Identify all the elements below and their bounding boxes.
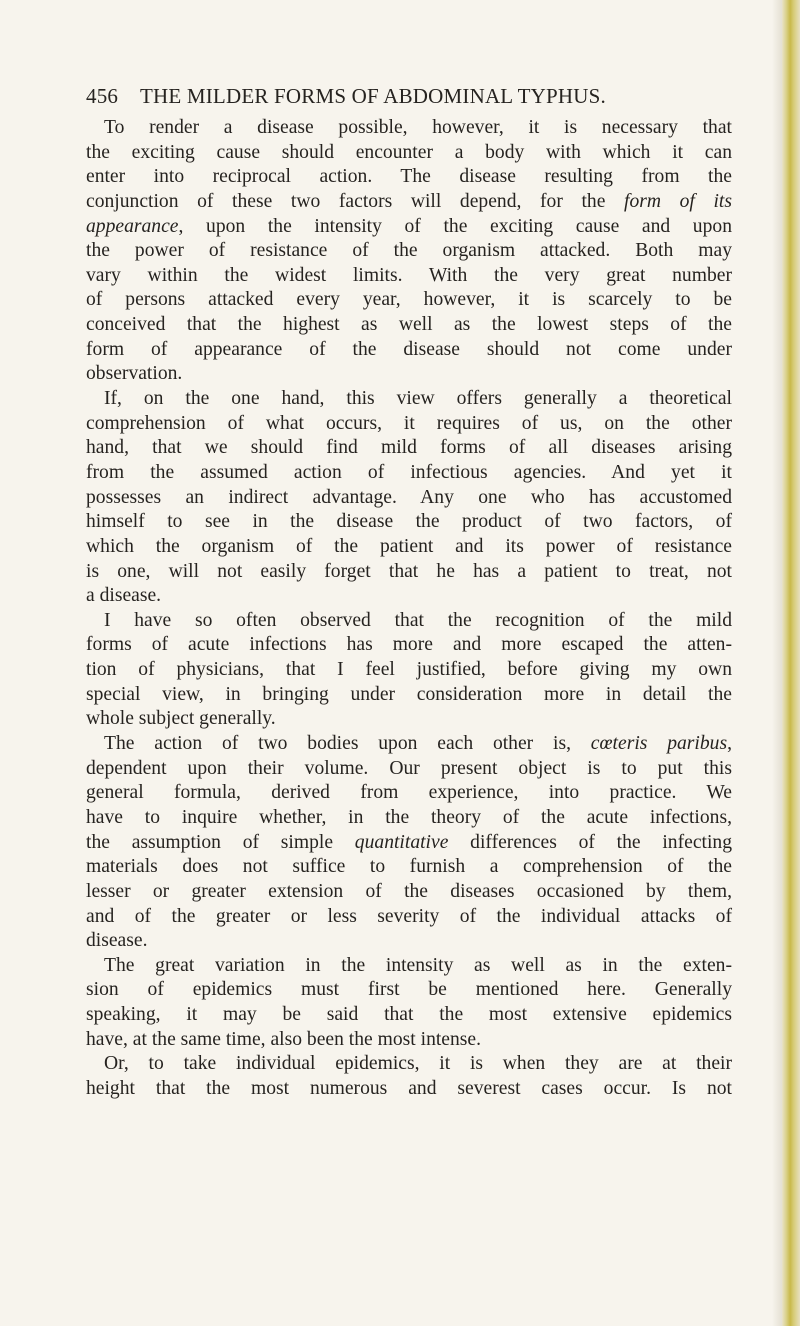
binding-edge (782, 0, 800, 1326)
binding-shadow (772, 0, 782, 1326)
text-line (86, 535, 732, 560)
text-line (86, 486, 732, 511)
text-span: If, on the one hand, this view offers generally a theoretical (104, 388, 732, 410)
text-line (86, 560, 732, 585)
text-span: and of the greater or less severity of the individual attacks of (86, 905, 732, 927)
text-line (86, 880, 732, 905)
text-span: dependent upon their volume. Our present object is to put this (86, 757, 732, 779)
text-line (86, 239, 732, 264)
text-span: sion of epidemics must first be mentioned here. Generally (86, 979, 732, 1001)
text-line (86, 683, 732, 708)
text-span: conjunction of these two factors will depend, for the (86, 190, 624, 212)
text-span: Or, to take individual epidemics, it is when they are at their (104, 1053, 732, 1075)
text-line (86, 584, 732, 609)
text-span: enter into reciprocal action. The disease resulting from the (86, 166, 732, 188)
text-span: a disease. (86, 585, 162, 607)
text-line (86, 461, 732, 486)
text-span: , (727, 733, 732, 755)
text-line (86, 436, 732, 461)
text-span: hand, that we should find mild forms of all diseases arising (86, 437, 732, 459)
text-span: forms of acute infections has more and more escaped the atten- (86, 634, 732, 656)
page-number: 456 (86, 84, 119, 108)
text-line (86, 658, 732, 683)
text-span: the power of resistance of the organism attacked. Both may (86, 240, 732, 262)
text-span: observation. (86, 363, 183, 385)
running-head (86, 84, 726, 114)
text-line (86, 313, 732, 338)
text-span: have to inquire whether, in the theory of the acute infections, (86, 806, 732, 828)
text-span: conceived that the highest as well as the lowest steps of the (86, 314, 732, 336)
text-span: special view, in bringing under consideration more in detail the (86, 683, 732, 705)
text-line (86, 510, 732, 535)
body-text (86, 116, 732, 1102)
text-line (86, 707, 732, 732)
text-span: whole subject generally. (86, 708, 276, 730)
text-span: height that the most numerous and severest cases occur. Is not (86, 1077, 732, 1099)
text-span: which the organism of the patient and its power of resistance (86, 535, 732, 557)
text-span: of persons attacked every year, however, it is scarcely to be (86, 289, 732, 311)
text-span: disease. (86, 930, 148, 952)
text-span: The great variation in the intensity as well as in the exten- (104, 954, 732, 976)
text-line (86, 978, 732, 1003)
text-line (86, 757, 732, 782)
text-span: comprehension of what occurs, it requires of us, on the other (86, 412, 732, 434)
text-span: differences of the infecting (448, 831, 732, 853)
text-span: vary within the widest limits. With the very great number (86, 264, 732, 286)
italic-text: appearance (86, 215, 179, 237)
text-line (86, 116, 732, 141)
text-line (86, 387, 732, 412)
italic-text: quantitative (354, 831, 449, 853)
text-span: possesses an indirect advantage. Any one who has accustomed (86, 486, 732, 508)
text-line (86, 141, 732, 166)
text-span: the exciting cause should encounter a body with which it can (86, 141, 732, 163)
italic-text: form of its (624, 190, 732, 212)
text-span: To render a disease possible, however, it is necessary that (104, 117, 732, 138)
text-line (86, 338, 732, 363)
text-span: form of appearance of the disease should not come under (86, 338, 732, 360)
text-line (86, 806, 732, 831)
text-line (86, 609, 732, 634)
text-span: speaking, it may be said that the most extensive epidemics (86, 1004, 732, 1026)
text-span: have, at the same time, also been the most intense. (86, 1028, 482, 1050)
text-line (86, 732, 732, 757)
text-span: tion of physicians, that I feel justified, before giving my own (86, 659, 732, 681)
text-line (86, 929, 732, 954)
text-span: The action of two bodies upon each other is, (104, 733, 591, 755)
text-span: materials does not suffice to furnish a comprehension of the (86, 856, 732, 878)
text-span: , upon the intensity of the exciting cause and upon (178, 215, 732, 237)
text-line (86, 412, 732, 437)
text-line (86, 781, 732, 806)
running-title: THE MILDER FORMS OF ABDOMINAL TYPHUS. (140, 84, 606, 108)
text-line (86, 905, 732, 930)
text-line (86, 288, 732, 313)
text-span: the assumption of simple (86, 831, 355, 853)
text-span: I have so often observed that the recognition of the mild (104, 609, 732, 631)
text-line (86, 165, 732, 190)
text-span: is one, will not easily forget that he has a patient to treat, not (86, 560, 732, 582)
text-line (86, 831, 732, 856)
text-span: lesser or greater extension of the diseases occasioned by them, (86, 880, 732, 902)
text-line (86, 1028, 732, 1053)
italic-text: cœteris paribus (590, 733, 728, 755)
text-line (86, 190, 732, 215)
text-line (86, 633, 732, 658)
text-line (86, 1052, 732, 1077)
text-span: general formula, derived from experience, into practice. We (86, 782, 732, 804)
text-line (86, 1077, 732, 1102)
text-line (86, 954, 732, 979)
text-line (86, 1003, 732, 1028)
text-line (86, 362, 732, 387)
text-line (86, 855, 732, 880)
text-line (86, 215, 732, 240)
text-line (86, 264, 732, 289)
text-span: from the assumed action of infectious agencies. And yet it (86, 461, 732, 483)
text-span: himself to see in the disease the product of two factors, of (86, 511, 732, 533)
